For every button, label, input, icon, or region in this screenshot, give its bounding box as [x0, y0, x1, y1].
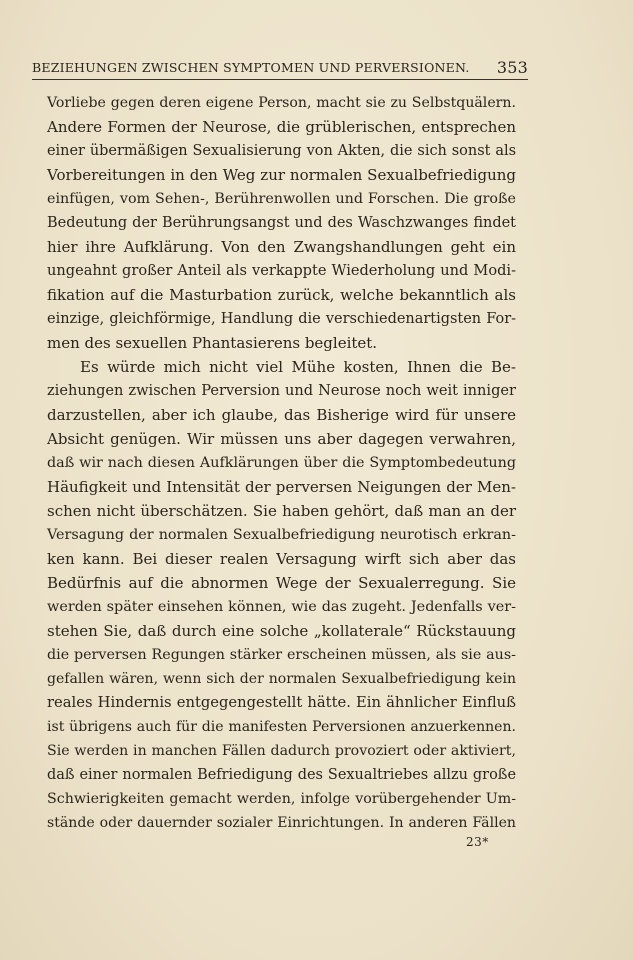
- text-line: daß einer normalen Befriedigung des Sexualtriebes allzu große: [47, 767, 516, 783]
- running-head-title: BEZIEHUNGEN ZWISCHEN SYMPTOMEN UND PERVERSIONEN.: [32, 60, 470, 75]
- text-line: ziehungen zwischen Perversion und Neurose noch weit inniger: [47, 382, 516, 399]
- text-line: Absicht genügen. Wir müssen uns aber dagegen verwahren,: [47, 430, 516, 448]
- text-line: stehen Sie, daß durch eine solche „kollaterale“ Rückstauung: [47, 622, 516, 640]
- signature-mark: 23*: [466, 835, 489, 849]
- text-line: ungeahnt großer Anteil als verkappte Wiederholung und Modi-: [47, 262, 516, 279]
- page-number: 353: [496, 58, 528, 77]
- text-line: hier ihre Aufklärung. Von den Zwangshandlungen geht ein: [47, 238, 516, 256]
- running-head: [32, 59, 528, 77]
- text-line: fikation auf die Masturbation zurück, welche bekanntlich als: [47, 286, 516, 304]
- text-line: men des sexuellen Phantasierens begleitet.: [47, 334, 378, 352]
- text-line: Bedürfnis auf die abnormen Wege der Sexualerregung. Sie: [47, 574, 516, 592]
- text-line: einfügen, vom Sehen-, Berührenwollen und Forschen. Die große: [47, 191, 516, 207]
- text-line: daß wir nach diesen Aufklärungen über die Symptombedeutung: [47, 455, 516, 471]
- text-line: Vorbereitungen in den Weg zur normalen Sexualbefriedigung: [47, 166, 516, 184]
- text-line: Schwierigkeiten gemacht werden, infolge vorübergehender Um-: [47, 791, 516, 807]
- text-line: ist übrigens auch für die manifesten Perversionen anzuerkennen.: [47, 719, 516, 735]
- text-line: ken kann. Bei dieser realen Versagung wirft sich aber das: [47, 550, 516, 568]
- text-line: einer übermäßigen Sexualisierung von Akten, die sich sonst als: [47, 143, 516, 159]
- text-line: Sie werden in manchen Fällen dadurch provoziert oder aktiviert,: [47, 743, 516, 759]
- text-line: darzustellen, aber ich glaube, das Bisherige wird für unsere: [47, 406, 516, 424]
- text-line: werden später einsehen können, wie das zugeht. Jedenfalls ver-: [47, 599, 516, 615]
- text-line: die perversen Regungen stärker erscheinen müssen, als sie aus-: [47, 647, 516, 663]
- text-line: Bedeutung der Berührungsangst und des Waschzwanges findet: [47, 215, 516, 231]
- text-line: Vorliebe gegen deren eigene Person, macht sie zu Selbstquälern.: [47, 95, 516, 111]
- text-line: einzige, gleichförmige, Handlung die verschiedenartigsten For-: [47, 311, 516, 327]
- header-rule: [32, 79, 528, 80]
- text-line: Häufigkeit und Intensität der perversen Neigungen der Men-: [47, 478, 516, 496]
- text-line: reales Hindernis entgegengestellt hätte. Ein ähnlicher Einfluß: [47, 694, 516, 711]
- text-line: gefallen wären, wenn sich der normalen Sexualbefriedigung kein: [47, 671, 516, 687]
- text-line: schen nicht überschätzen. Sie haben gehört, daß man an der: [47, 502, 516, 520]
- text-line: Versagung der normalen Sexualbefriedigung neurotisch erkran-: [47, 527, 516, 543]
- text-line: Andere Formen der Neurose, die grüblerischen, entsprechen: [47, 118, 516, 136]
- text-line: stände oder dauernder sozialer Einrichtungen. In anderen Fällen: [47, 815, 516, 831]
- text-line: Es würde mich nicht viel Mühe kosten, Ihnen die Be-: [80, 358, 516, 376]
